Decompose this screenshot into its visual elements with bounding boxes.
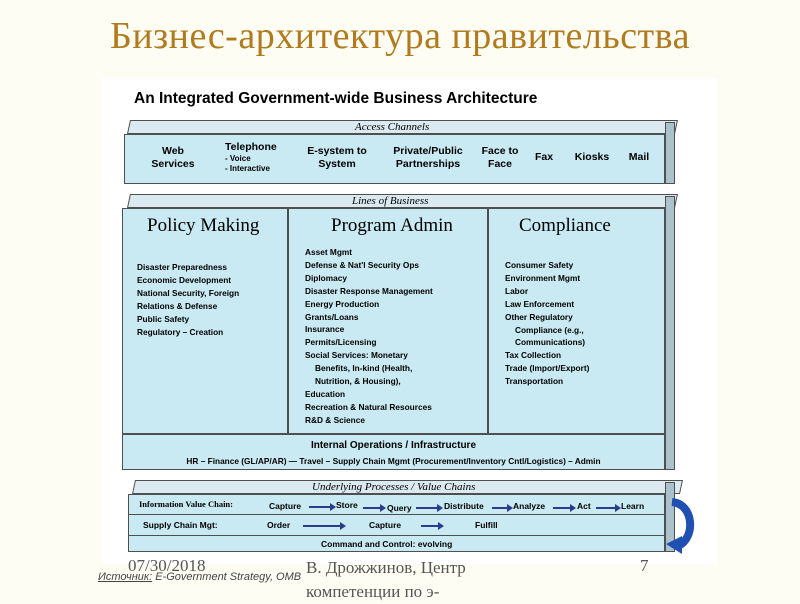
list-item: Economic Development: [137, 274, 232, 285]
step-fulfill: Fulfill: [475, 520, 498, 530]
program-admin-heading: Program Admin: [331, 215, 453, 236]
step-capture: Capture: [369, 520, 402, 530]
list-item: Permits/Licensing: [305, 337, 377, 348]
step-store: Store: [336, 500, 358, 510]
list-item: Disaster Response Management: [305, 285, 433, 296]
program-admin-column: [291, 209, 489, 433]
list-item: Regulatory – Creation: [137, 326, 224, 337]
processes-panel: [128, 494, 665, 552]
list-item: Grants/Loans: [305, 311, 359, 322]
list-item: Disaster Preparedness: [137, 262, 227, 272]
arrow: [553, 507, 571, 509]
internal-operations-title: Internal Operations / Infrastructure: [310, 440, 477, 451]
slide-title: Бизнес-архитектура правительства: [110, 15, 690, 57]
list-item: Trade (Import/Export): [505, 363, 590, 374]
compliance-list: [505, 259, 589, 388]
list-item: Relations & Defense: [137, 300, 218, 311]
policy-making-column: [123, 209, 289, 433]
channel-telephone: Telephone - Voice - Interactive: [225, 141, 277, 173]
diagram-title: An Integrated Government-wide Business Architecture: [134, 90, 538, 107]
list-item: Energy Production: [305, 298, 380, 309]
list-item: Defense & Nat'l Security Ops: [305, 259, 420, 270]
list-item: Consumer Safety: [505, 260, 574, 270]
access-channels-label: Access Channels: [355, 121, 430, 133]
source-text: E-Government Strategy, OMB: [152, 571, 302, 583]
policy-making-list: [137, 261, 239, 338]
arrow: [303, 525, 341, 527]
list-item: Transportation: [505, 376, 564, 387]
list-item: Law Enforcement: [505, 298, 575, 309]
lines-of-business-side: [665, 196, 675, 470]
footer-source: [98, 571, 301, 583]
channel-partnerships: Private/Public Partnerships: [393, 145, 463, 170]
list-item: Recreation & Natural Resources: [305, 401, 432, 412]
list-item: Public Safety: [137, 313, 190, 324]
program-admin-list: [305, 246, 433, 427]
channel-mail: Mail: [628, 151, 650, 163]
step-analyze: Analyze: [513, 501, 546, 511]
channel-fax: Fax: [534, 151, 554, 163]
channel-kiosks: Kiosks: [574, 151, 610, 163]
processes-label: Underlying Processes / Value Chains: [312, 481, 476, 493]
list-item: Labor: [505, 285, 529, 296]
command-control-row: [129, 536, 664, 553]
lines-of-business-panel: [122, 208, 665, 470]
channel-e-system: E-system to System: [307, 145, 367, 170]
access-channels-side: [665, 122, 675, 184]
arrow: [416, 507, 438, 509]
list-item: Tax Collection: [505, 350, 562, 361]
step-learn: Learn: [621, 501, 645, 511]
information-value-chain-label: Information Value Chain:: [139, 499, 233, 509]
list-item: Insurance: [305, 324, 345, 335]
list-item: Social Services: Monetary: [305, 350, 408, 361]
arrow: [421, 525, 439, 527]
supply-chain-label: Supply Chain Mgt:: [143, 520, 218, 530]
step-query: Query: [387, 503, 412, 513]
list-item: Nutrition, & Housing),: [315, 376, 401, 387]
arrow: [363, 507, 381, 509]
step-distribute: Distribute: [444, 501, 484, 511]
internal-operations: [123, 433, 664, 471]
access-channels-panel: [124, 134, 665, 184]
list-item: Compliance (e.g.,: [515, 324, 584, 335]
internal-operations-detail: HR – Finance (GL/AP/AR) — Travel – Supply Chain Mgmt (Procurement/Inventory Cntl/Logistics) – Admin: [186, 456, 601, 466]
command-control-label: Command and Control: evolving: [321, 539, 453, 549]
information-value-chain-row: [129, 495, 664, 515]
arrow: [596, 507, 616, 509]
architecture-diagram: [102, 78, 717, 564]
policy-making-heading: Policy Making: [147, 215, 260, 236]
step-act: Act: [577, 501, 591, 511]
compliance-column: [491, 209, 666, 433]
arrow: [309, 506, 331, 508]
source-link[interactable]: Источник:: [98, 571, 153, 583]
list-item: Asset Mgmt: [305, 247, 353, 257]
arrow: [492, 507, 508, 509]
channel-face-to-face: Face to Face: [481, 145, 519, 170]
list-item: National Security, Foreign: [137, 287, 240, 298]
list-item: R&D & Science: [305, 414, 365, 425]
channel-web-services: Web Services: [151, 145, 195, 170]
lines-of-business-label: Lines of Business: [352, 195, 429, 207]
list-item: Environment Mgmt: [505, 272, 581, 283]
cycle-arrow-icon: [664, 496, 698, 556]
compliance-heading: Compliance: [519, 215, 611, 236]
list-item: Benefits, In-kind (Health,: [315, 363, 413, 374]
supply-chain-row: [129, 515, 664, 536]
list-item: Other Regulatory: [505, 311, 573, 322]
list-item: Diplomacy: [305, 272, 347, 283]
footer-author: В. Дрожжинов, Центр компетенции по э-: [306, 558, 466, 601]
list-item: Communications): [515, 337, 586, 348]
footer-page-number: 7: [640, 556, 649, 575]
step-order: Order: [267, 520, 291, 530]
step-capture: Capture: [269, 501, 302, 511]
list-item: Education: [305, 388, 346, 399]
footer-date: 07/30/2018: [128, 556, 206, 575]
